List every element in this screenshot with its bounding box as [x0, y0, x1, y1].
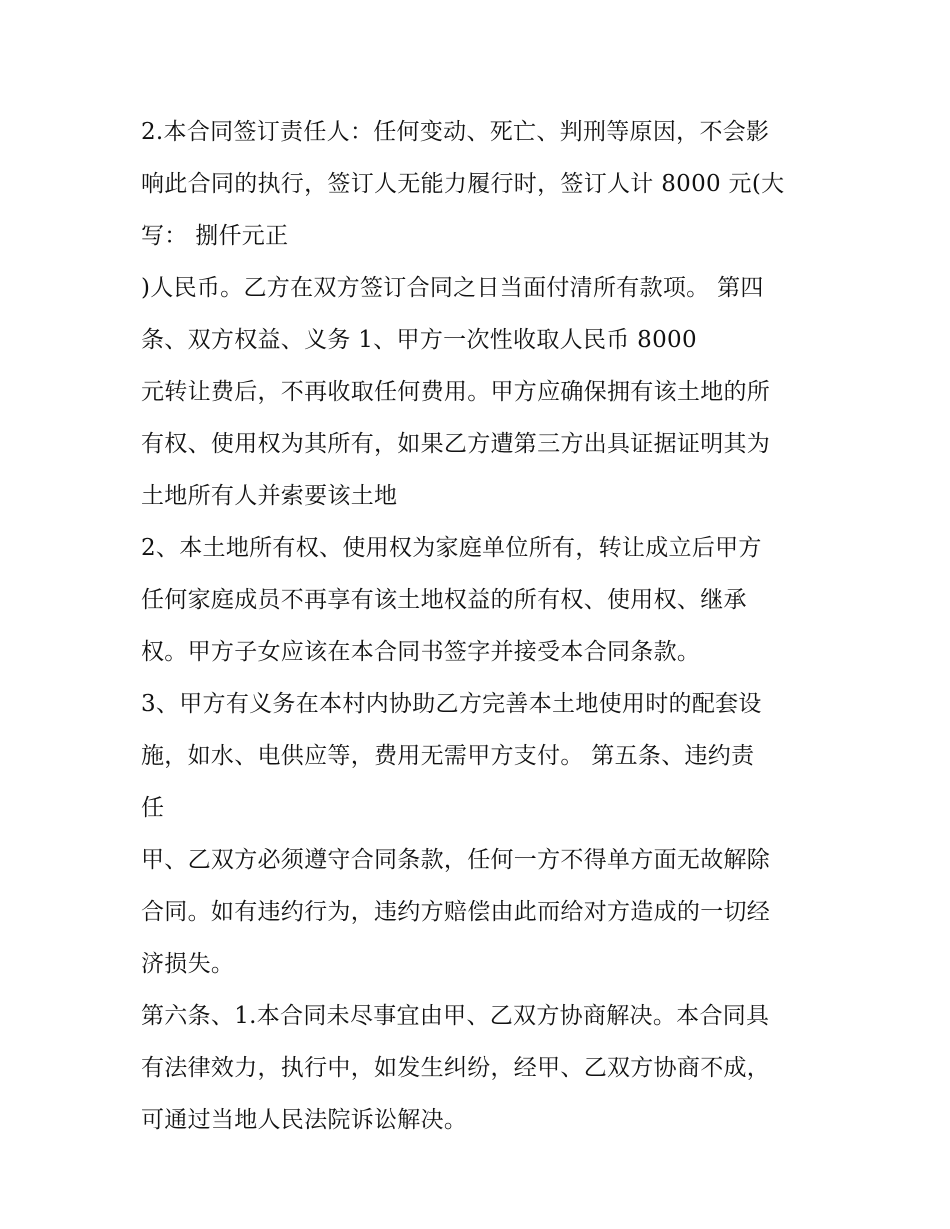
text-line: 任	[141, 795, 165, 821]
text-line: 土地所有人并索要该土地	[141, 483, 398, 509]
text-line: 第六条、1.本合同未尽事宜由甲、乙双方协商解决。本合同具	[141, 1003, 770, 1029]
text-line: 响此合同的执行，签订人无能力履行时，签订人计 8000 元(大	[141, 171, 785, 197]
text-line: 有法律效力，执行中，如发生纠纷，经甲、乙双方协商不成，	[141, 1055, 771, 1081]
text-line: 有权、使用权为其所有，如果乙方遭第三方出具证据证明其为	[141, 431, 771, 457]
text-line: 3、甲方有义务在本村内协助乙方完善本土地使用时的配套设	[141, 691, 762, 717]
text-line: 合同。如有违约行为，违约方赔偿由此而给对方造成的一切经	[141, 899, 771, 925]
text-line: 施，如水、电供应等，费用无需甲方支付。 第五条、违约责	[141, 743, 755, 769]
text-line: 任何家庭成员不再享有该土地权益的所有权、使用权、继承	[141, 587, 747, 613]
text-line: 元转让费后，不再收取任何费用。甲方应确保拥有该土地的所	[141, 379, 771, 405]
contract-text-body	[141, 106, 841, 1146]
text-line: 2.本合同签订责任人：任何变动、死亡、判刑等原因，不会影	[141, 119, 770, 145]
text-line: 可通过当地人民法院诉讼解决。	[141, 1107, 468, 1133]
text-line: 权。甲方子女应该在本合同书签字并接受本合同条款。	[141, 639, 701, 665]
text-line: 写： 捌仟元正	[141, 223, 289, 249]
text-line: 条、双方权益、义务 1、甲方一次性收取人民币 8000	[141, 327, 697, 353]
text-line: )人民币。乙方在双方签订合同之日当面付清所有款项。 第四	[141, 275, 764, 301]
text-line: 济损失。	[141, 951, 235, 977]
text-line: 2、本土地所有权、使用权为家庭单位所有，转让成立后甲方	[141, 535, 762, 561]
text-line: 甲、乙双方必须遵守合同条款，任何一方不得单方面无故解除	[141, 847, 771, 873]
